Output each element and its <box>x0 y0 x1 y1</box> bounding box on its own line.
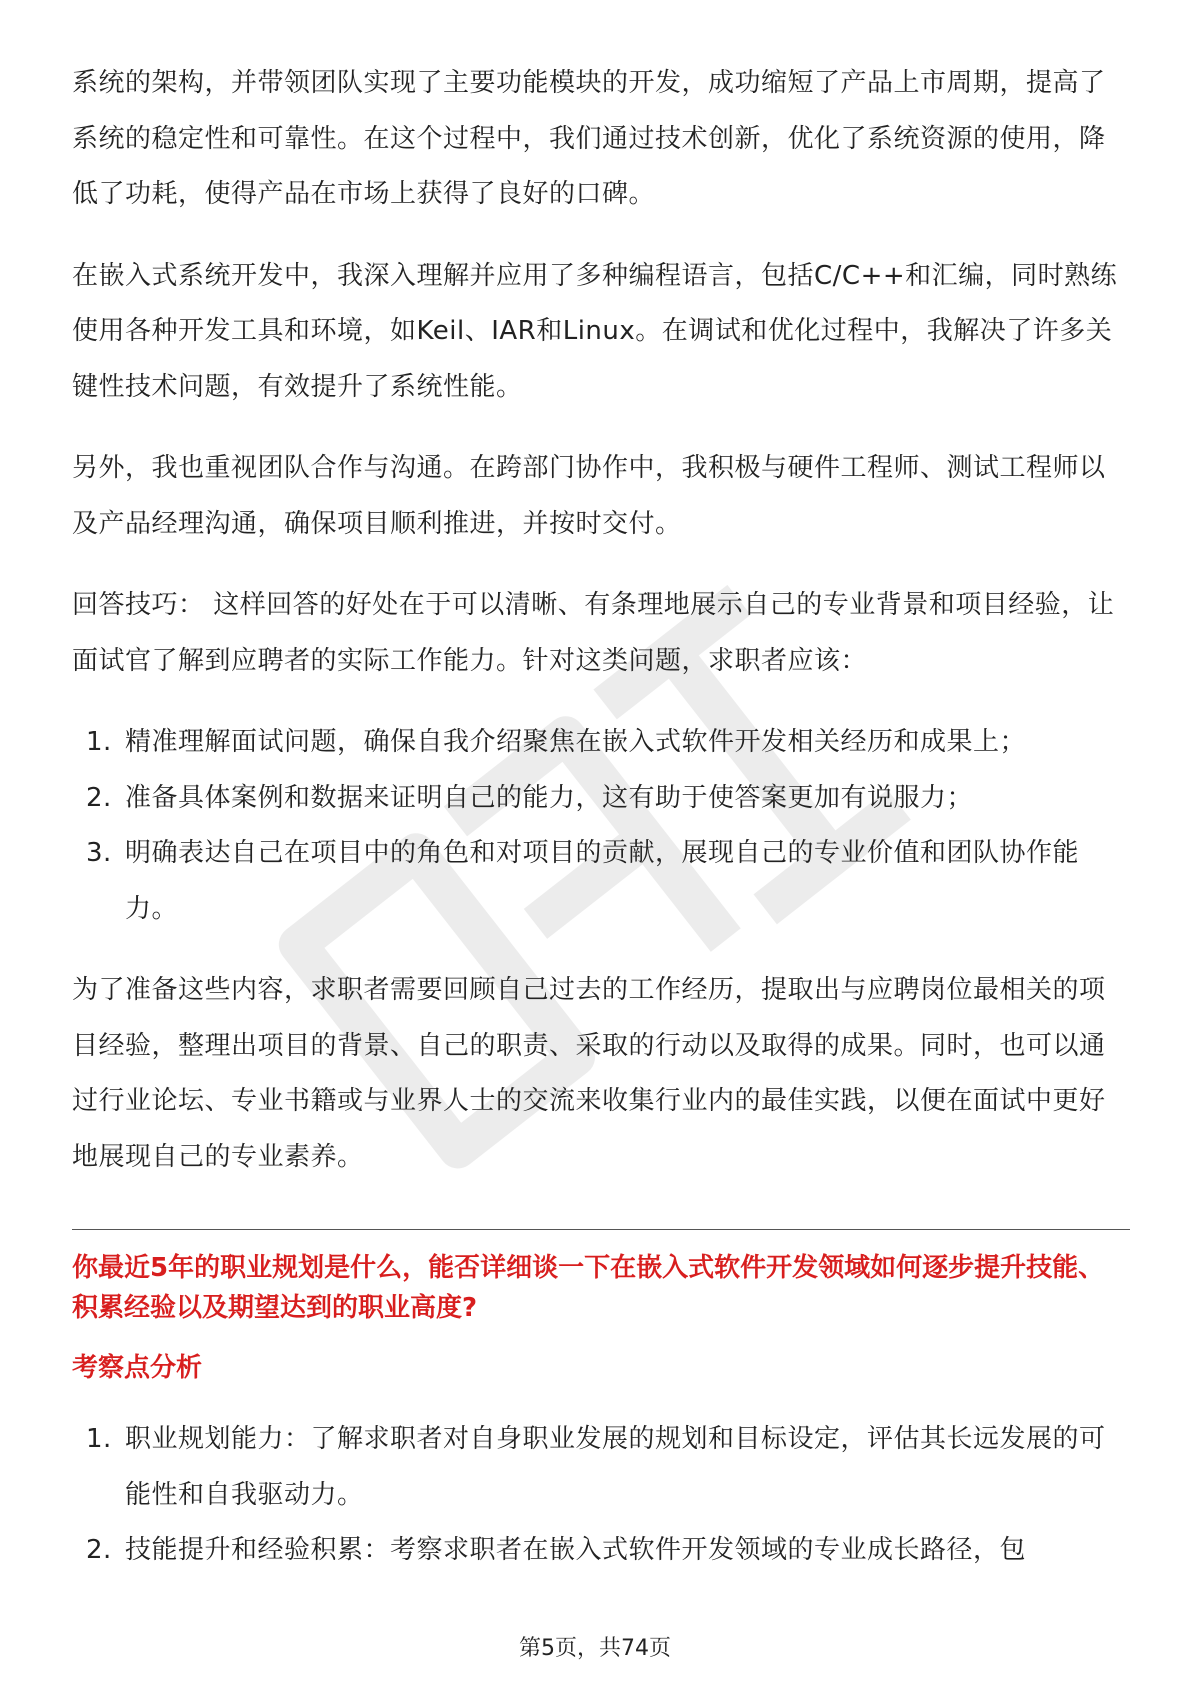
list-item <box>72 826 1130 937</box>
list-item-text: 精准理解面试问题，确保自我介绍聚焦在嵌入式软件开发相关经历和成果上； <box>125 727 1027 757</box>
list-item-number: 2. <box>86 1535 112 1565</box>
paragraph-languages: 在嵌入式系统开发中，我深入理解并应用了多种编程语言，包括C/C++和汇编，同时熟练使用各种开发工具和环境，如Keil、IAR和Linux。在调试和优化过程中，我解决了许多关键性技术问题，有效提升了系统性能。 <box>72 260 1118 402</box>
list-item-text: 明确表达自己在项目中的角色和对项目的贡献，展现自己的专业价值和团队协作能力。 <box>125 838 1080 924</box>
list-item <box>72 771 1130 827</box>
paragraph-answer-tips: 回答技巧： 这样回答的好处在于可以清晰、有条理地展示自己的专业背景和项目经验，让面试官了解到应聘者的实际工作能力。针对这类问题，求职者应该： <box>72 590 1115 676</box>
page-footer: 第5页，共74页 <box>519 1636 671 1661</box>
list-item-number: 2. <box>86 782 112 813</box>
list-item-text: 技能提升和经验积累：考察求职者在嵌入式软件开发领域的专业成长路径，包 <box>125 1535 1027 1565</box>
analysis-heading: 考察点分析 <box>72 1353 203 1383</box>
list-item <box>72 715 1130 771</box>
list-item-number: 1. <box>86 1424 112 1454</box>
paragraph-architecture: 系统的架构，并带领团队实现了主要功能模块的开发，成功缩短了产品上市周期，提高了系统的稳定性和可靠性。在这个过程中，我们通过技术创新，优化了系统资源的使用，降低了功耗，使得产品在市场上获得了良好的口碑。 <box>72 68 1106 209</box>
list-item-number: 3. <box>86 838 112 868</box>
paragraph-closing: 为了准备这些内容，求职者需要回顾自己过去的工作经历，提取出与应聘岗位最相关的项目经验，整理出项目的背景、自己的职责、采取的行动以及取得的成果。同时，也可以通过行业论坛、专业书籍或与业界人士的交流来收集行业内的最佳实践，以便在面试中更好地展现自己的专业素养。 <box>72 975 1106 1172</box>
analysis-list <box>72 1412 1130 1579</box>
list-item <box>72 1412 1130 1523</box>
tips-list <box>72 715 1130 937</box>
list-item-text: 职业规划能力：了解求职者对自身职业发展的规划和目标设定，评估其长远发展的可能性和自我驱动力。 <box>125 1424 1106 1510</box>
list-item <box>72 1523 1130 1579</box>
list-item-text: 准备具体案例和数据来证明自己的能力，这有助于使答案更加有说服力； <box>125 782 974 813</box>
interview-question: 你最近5年的职业规划是什么，能否详细谈一下在嵌入式软件开发领域如何逐步提升技能、积累经验以及期望达到的职业高度? <box>72 1253 1105 1323</box>
main-content <box>72 56 1130 1579</box>
list-item-number: 1. <box>86 727 112 757</box>
paragraph-teamwork: 另外，我也重视团队合作与沟通。在跨部门协作中，我积极与硬件工程师、测试工程师以及产品经理沟通，确保项目顺利推进，并按时交付。 <box>72 453 1106 539</box>
